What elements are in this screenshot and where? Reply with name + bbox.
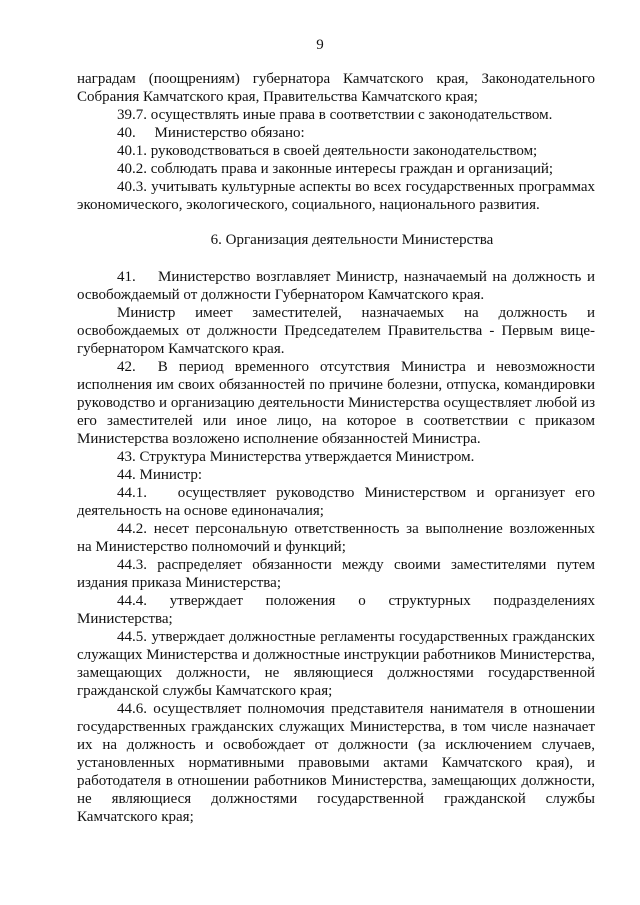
paragraph-40-1: 40.1. руководствоваться в своей деятельности законодательством;: [117, 143, 538, 159]
section-heading: 6. Организация деятельности Министерства: [210, 232, 494, 248]
paragraph-40-2: 40.2. соблюдать права и законные интересы граждан и организаций;: [117, 161, 554, 177]
page-number: 9: [316, 37, 324, 53]
paragraph-44-4: 44.4. утверждает положения о структурных подразделениях Министерства;: [77, 593, 595, 627]
paragraph-44-3: 44.3. распределяет обязанности между своими заместителями путем издания приказа Министерства;: [77, 557, 595, 591]
document-body: [77, 70, 595, 826]
paragraph-44-5: 44.5. утверждает должностные регламенты государственных гражданских служащих Министерства и должностные инструкции работников Министерства, замещающих должности, не являющиеся должностями государственной гражданской службы Камчатского края;: [77, 629, 596, 699]
paragraph-44: 44. Министр:: [117, 467, 202, 483]
paragraph-44-6: 44.6. осуществляет полномочия представителя нанимателя в отношении государственных гражданских служащих Министерства, в том числе назначает их на должность и освобождает от должности (за исключением случаев, установленных нормативными правовыми актами Камчатского края), и работодателя в отношении работников Министерства, замещающих должности, не являющиеся должностями государственной гражданской службы Камчатского края;: [77, 701, 595, 825]
paragraph-44-1: 44.1. осуществляет руководство Министерством и организует его деятельность на основе единоначалия;: [77, 485, 595, 519]
paragraph-40-3: 40.3. учитывать культурные аспекты во всех государственных программах экономического, экологического, социального, национального развития.: [77, 179, 595, 213]
paragraph-40: 40. Министерство обязано:: [117, 125, 305, 141]
paragraph-42: 42. В период временного отсутствия Министра и невозможности исполнения им своих обязанностей по причине болезни, отпуска, командировки руководство и организацию деятельности Министерства осуществляет любой из его заместителей или иное лицо, на которое в соответствии с приказом Министерства возложено исполнение обязанностей Министра.: [77, 359, 595, 447]
paragraph-41-deputies: Министр имеет заместителей, назначаемых на должность и освобождаемых от должности Председателем Правительства - Первым вице-губернатором Камчатского края.: [77, 305, 595, 357]
paragraph-awards-continuation: наградам (поощрениям) губернатора Камчатского края, Законодательного Собрания Камчатского края, Правительства Камчатского края;: [77, 71, 595, 105]
paragraph-41: 41. Министерство возглавляет Министр, назначаемый на должность и освобождаемый от должности Губернатором Камчатского края.: [77, 269, 595, 303]
paragraph-39-7: 39.7. осуществлять иные права в соответствии с законодательством.: [117, 107, 553, 123]
paragraph-44-2: 44.2. несет персональную ответственность за выполнение возложенных на Министерство полномочий и функций;: [77, 521, 595, 555]
paragraph-43: 43. Структура Министерства утверждается Министром.: [117, 449, 475, 465]
